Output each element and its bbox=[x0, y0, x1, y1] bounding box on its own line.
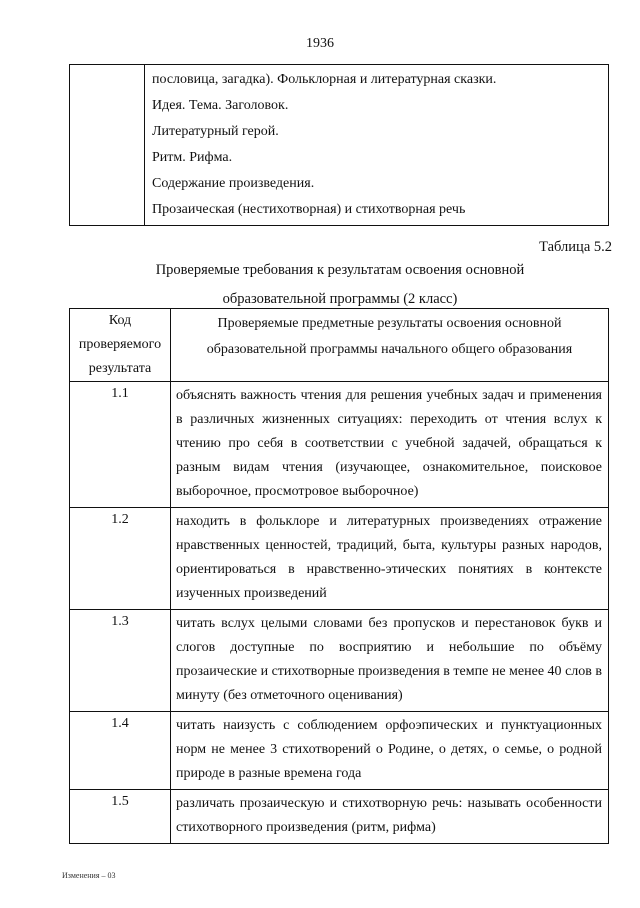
topic-line: Ритм. Рифма. bbox=[152, 150, 233, 165]
row-text: читать вслух целыми словами без пропусков и перестановок букв и слогов доступные по восприятию и небольшие по объёму прозаические и стихотворные произведения в темпе не менее 40 слов в минуту (без отметочного оценивания) bbox=[171, 610, 609, 712]
topic-line: Литературный герой. bbox=[152, 124, 279, 139]
table-row bbox=[70, 610, 609, 712]
topic-line: Содержание произведения. bbox=[152, 176, 315, 191]
table-row bbox=[70, 790, 609, 844]
row-text: объяснять важность чтения для решения учебных задач и применения в различных жизненных ситуациях: переходить от чтения вслух к чтению про себя в соответствии с учебной задачей, обращаться к разным видам чтения (изучающее, ознакомительное, поисковое выборочное, просмотровое выборочное) bbox=[171, 382, 609, 508]
table-row bbox=[70, 712, 609, 790]
row-code: 1.1 bbox=[70, 382, 171, 508]
topic-line: Идея. Тема. Заголовок. bbox=[152, 98, 289, 113]
header-description: Проверяемые предметные результаты освоения основной образовательной программы начального общего образования bbox=[171, 309, 609, 382]
row-text: читать наизусть с соблюдением орфоэпических и пунктуационных норм не менее 3 стихотворений о Родине, о детях, о семье, о родной природе в разные времена года bbox=[171, 712, 609, 790]
empty-cell bbox=[70, 65, 145, 226]
row-text: различать прозаическую и стихотворную речь: называть особенности стихотворного произведения (ритм, рифма) bbox=[171, 790, 609, 844]
row-text: находить в фольклоре и литературных произведениях отражение нравственных ценностей, традиций, быта, культуры разных народов, ориентироваться в нравственно-этических понятиях в контексте изученных произведений bbox=[171, 508, 609, 610]
footer-note: Изменения – 03 bbox=[62, 871, 116, 880]
row-code: 1.4 bbox=[70, 712, 171, 790]
header-code: Код проверяемого результата bbox=[70, 309, 171, 382]
requirements-table bbox=[69, 308, 609, 844]
page-number: 1936 bbox=[306, 36, 334, 51]
table-title-line: Проверяемые требования к результатам освоения основной bbox=[155, 262, 525, 278]
table-caption: Таблица 5.2 bbox=[539, 239, 612, 255]
row-code: 1.2 bbox=[70, 508, 171, 610]
table-title-line: образовательной программы (2 класс) bbox=[222, 291, 458, 307]
continued-table bbox=[69, 64, 609, 226]
header-row bbox=[70, 309, 609, 382]
table-title bbox=[0, 256, 640, 314]
topics-cell bbox=[145, 65, 609, 226]
table-row bbox=[70, 382, 609, 508]
row-code: 1.5 bbox=[70, 790, 171, 844]
topic-line: пословица, загадка). Фольклорная и литературная сказки. bbox=[152, 72, 497, 87]
table-row bbox=[70, 508, 609, 610]
row-code: 1.3 bbox=[70, 610, 171, 712]
topic-line: Прозаическая (нестихотворная) и стихотворная речь bbox=[152, 202, 466, 217]
